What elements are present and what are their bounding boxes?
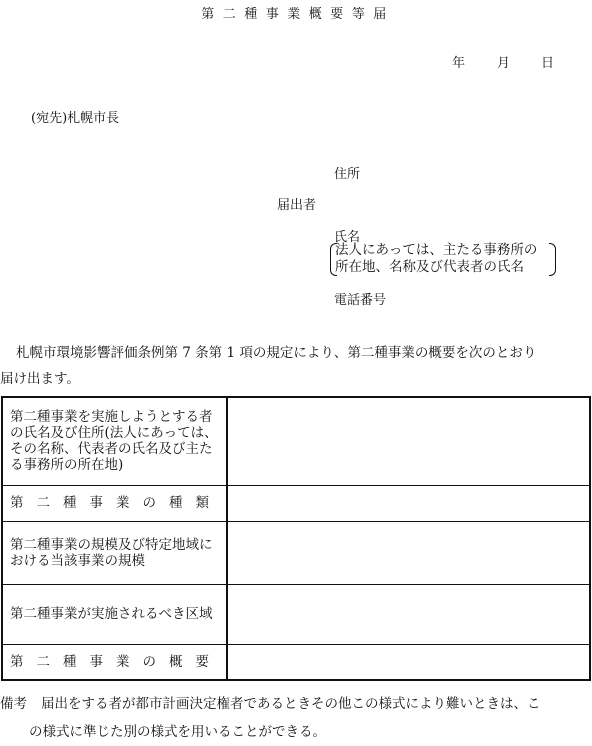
remarks-head: 備考 bbox=[0, 696, 27, 712]
address-label: 住所 bbox=[334, 167, 361, 182]
row-value-scale[interactable] bbox=[227, 521, 590, 584]
right-bracket bbox=[549, 243, 556, 276]
date-month-label: 月 bbox=[497, 56, 511, 71]
table-row bbox=[2, 397, 590, 485]
body-line-2: 届け出ます。 bbox=[0, 371, 80, 387]
date-day-label: 日 bbox=[541, 56, 555, 71]
name-note-line-2: 所在地、名称及び代表者の氏名 bbox=[335, 259, 524, 275]
table-row bbox=[2, 485, 590, 521]
row-label-type: 第二種事業の種類 bbox=[2, 485, 227, 521]
row-value-type[interactable] bbox=[227, 485, 590, 521]
name-note-lines bbox=[335, 242, 537, 276]
table-row bbox=[2, 584, 590, 644]
remarks-line-1 bbox=[0, 690, 592, 718]
name-label: 氏名 bbox=[334, 230, 361, 245]
items-table bbox=[1, 396, 591, 681]
row-value-applicant[interactable] bbox=[227, 397, 590, 485]
remarks-line-2: の様式に準じた別の様式を用いることができる。 bbox=[29, 724, 326, 740]
table-row bbox=[2, 521, 590, 584]
row-label-applicant: 第二種事業を実施しようとする者の氏名及び住所(法人にあっては、その名称、代表者の氏名及び主たる事務所の所在地) bbox=[2, 397, 227, 485]
remarks-text-1: 届出をする者が都市計画決定権者であるときその他この様式により難いときは、こ bbox=[41, 696, 541, 712]
row-label-scale: 第二種事業の規模及び特定地域における当該事業の規模 bbox=[2, 521, 227, 584]
body-text bbox=[0, 340, 592, 392]
body-line-1: 札幌市環境影響評価条例第 7 条第 1 項の規定により、第二種事業の概要を次のとおり bbox=[16, 345, 537, 361]
date-year-label: 年 bbox=[452, 56, 466, 71]
row-value-overview[interactable] bbox=[227, 644, 590, 680]
addressee: (宛先)札幌市長 bbox=[31, 111, 120, 126]
row-label-area: 第二種事業が実施されるべき区域 bbox=[2, 584, 227, 644]
name-note-line-1: 法人にあっては、主たる事務所の bbox=[335, 242, 538, 258]
notifier-label: 届出者 bbox=[277, 198, 317, 213]
remarks bbox=[0, 690, 592, 746]
row-value-area[interactable] bbox=[227, 584, 590, 644]
page-title: 第二種事業概要等届 bbox=[201, 7, 395, 22]
phone-label: 電話番号 bbox=[334, 293, 387, 308]
row-label-overview: 第二種事業の概要 bbox=[2, 644, 227, 680]
table-row bbox=[2, 644, 590, 680]
